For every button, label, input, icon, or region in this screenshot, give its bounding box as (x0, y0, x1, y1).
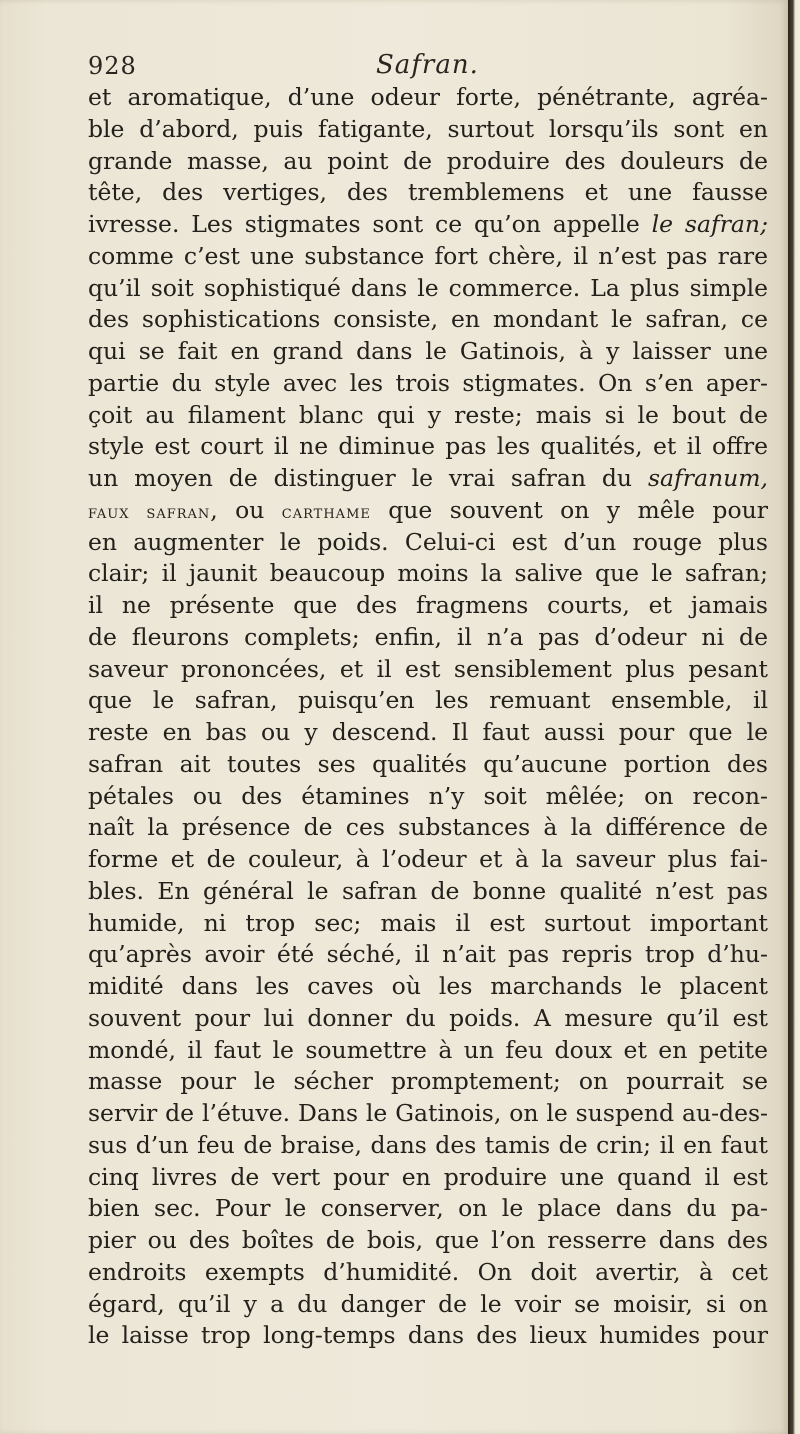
text-line: souvent pour lui donner du poids. A mesure qu’il est (88, 1003, 768, 1032)
italic-term: safranum, (647, 464, 768, 492)
italic-term: le safran; (651, 210, 768, 238)
text-line: pier ou des boîtes de bois, que l’on resserre dans des (88, 1226, 768, 1254)
text-line: pétales ou des étamines n’y soit mêlée; on recon- (88, 781, 768, 810)
text-line: de fleurons complets; enfin, il n’a pas d’odeur ni de (88, 622, 768, 651)
text-line: le laisse trop long-temps dans des lieux humides pour (88, 1321, 768, 1350)
text-line: endroits exempts d’humidité. On doit avertir, à cet (88, 1257, 768, 1286)
text-line: mondé, il faut le soumettre à un feu doux et en petite (88, 1035, 768, 1064)
text-line: qu’il soit sophistiqué dans le commerce. La plus simple (88, 273, 768, 302)
text-line: reste en bas ou y descend. Il faut aussi pour que le (88, 718, 768, 746)
text-line: cinq livres de vert pour en produire une quand il est (88, 1162, 768, 1191)
text-line: midité dans les caves où les marchands le placent (88, 972, 768, 1000)
text-line: tête, des vertiges, des tremblemens et une fausse (88, 178, 768, 207)
smallcaps-term: faux safran (88, 500, 211, 523)
text-line: masse pour le sécher promptement; on pourrait se (88, 1067, 768, 1096)
text-line: un moyen de distinguer le vrai safran du safranum, (88, 464, 768, 492)
page-number: 928 (88, 52, 137, 80)
text-line: style est court il ne diminue pas les qualités, et il offre (88, 432, 768, 461)
text-line: servir de l’étuve. Dans le Gatinois, on le suspend au-des- (88, 1099, 768, 1127)
text-line: clair; il jaunit beaucoup moins la salive que le safran; (88, 559, 768, 588)
text-line: çoit au filament blanc qui y reste; mais si le bout de (88, 400, 768, 429)
text-line: naît la présence de ces substances à la différence de (88, 813, 768, 842)
running-head: Safran. (376, 50, 479, 80)
text-line: partie du style avec les trois stigmates. On s’en aper- (88, 368, 768, 397)
text-line: sus d’un feu de braise, dans des tamis de crin; il en faut (88, 1130, 768, 1159)
text-line: que le safran, puisqu’en les remuant ensemble, il (88, 686, 768, 715)
text-line: ivresse. Les stigmates sont ce qu’on appelle le safran; (88, 210, 768, 238)
text-line: en augmenter le poids. Celui-ci est d’un rouge plus (88, 527, 768, 556)
text-line: bien sec. Pour le conserver, on le place dans du pa- (88, 1194, 768, 1223)
text-line: ble d’abord, puis fatigante, surtout lorsqu’ils sont en (88, 114, 768, 143)
text-line: humide, ni trop sec; mais il est surtout important (88, 908, 768, 937)
text-line: saveur prononcées, et il est sensiblement plus pesant (88, 654, 768, 683)
text-line: des sophistications consiste, en mondant le safran, ce (88, 305, 768, 334)
text-line: grande masse, au point de produire des douleurs de (88, 146, 768, 175)
text-line: qu’après avoir été séché, il n’ait pas repris trop d’hu- (88, 940, 768, 969)
text-line: égard, qu’il y a du danger de le voir se moisir, si on (88, 1289, 768, 1318)
page-header (88, 52, 768, 86)
body-text (88, 82, 768, 1352)
page-edge (788, 0, 800, 1434)
text-line: bles. En général le safran de bonne qualité n’est pas (88, 876, 768, 905)
smallcaps-term: carthame (281, 500, 371, 523)
text-line: qui se fait en grand dans le Gatinois, à y laisser une (88, 337, 768, 365)
text-line: faux safran, ou carthame que souvent on y mêle pour (88, 495, 768, 524)
text-line: il ne présente que des fragmens courts, et jamais (88, 591, 768, 619)
text-line: forme et de couleur, à l’odeur et à la saveur plus fai- (88, 845, 768, 873)
text-line: comme c’est une substance fort chère, il n’est pas rare (88, 241, 768, 270)
text-line: safran ait toutes ses qualités qu’aucune portion des (88, 749, 768, 778)
text-line: et aromatique, d’une odeur forte, pénétrante, agréa- (88, 83, 768, 111)
